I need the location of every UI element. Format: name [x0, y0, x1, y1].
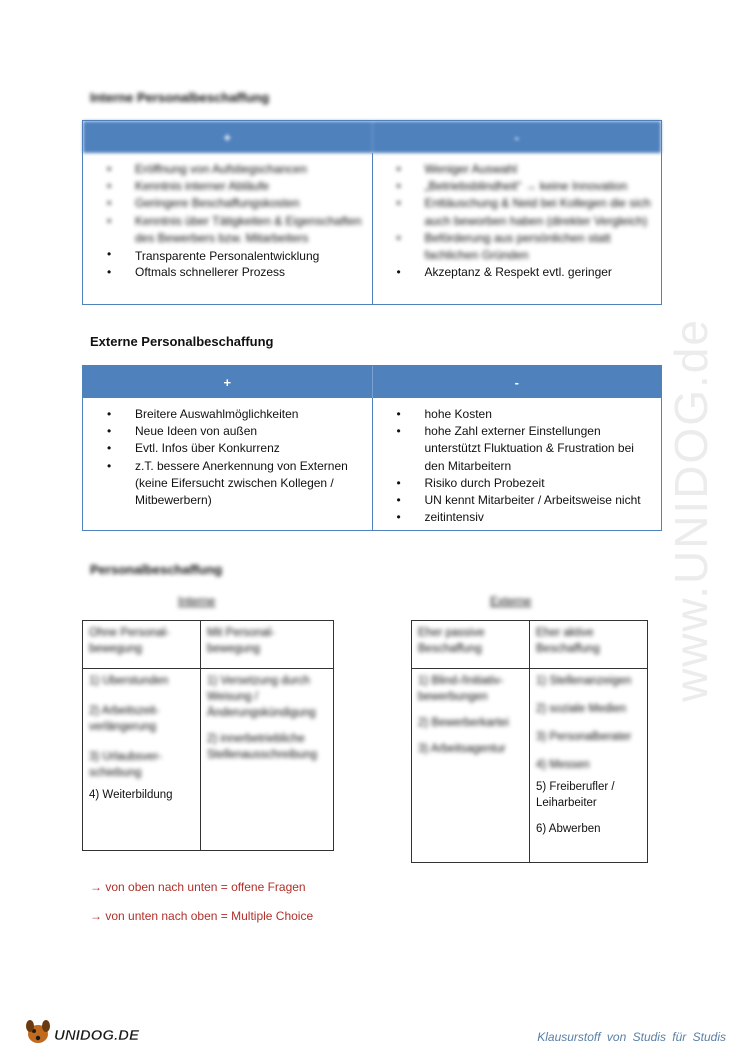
footer-slogan: Klausurstoff von Studis für Studis [537, 1030, 726, 1044]
intern-col2-cell [201, 669, 334, 851]
list-item: • „Betriebsblindheit“ → keine Innovation [397, 178, 656, 195]
list-item: • Breitere Auswahlmöglichkeiten [107, 406, 366, 423]
logo-text: UNIDOG.DE [54, 1027, 140, 1044]
extern-minus-column [372, 398, 662, 530]
list-item: • Geringere Beschaffungskosten [107, 195, 366, 212]
note-multiple-choice: → von unten nach oben = Multiple Choice [90, 909, 314, 923]
list-item: • Neue Ideen von außen [107, 423, 366, 440]
list-item: 4) Messen [536, 759, 590, 771]
extern-pro-con-table [82, 365, 662, 531]
list-item: • Kenntnis interner Abläufe [107, 178, 366, 195]
list-item: 4) Weiterbildung [89, 789, 173, 801]
list-item: • z.T. bessere Anerkennung von Externen (keine Eifersucht zwischen Kollegen / Mitbewerbern) [107, 458, 366, 510]
list-item: • UN kennt Mitarbeiter / Arbeitsweise nicht [397, 492, 656, 509]
list-item: 3) Urlaubsver-schiebung [89, 751, 162, 779]
list-item: 1) Blind-/Initiativ-bewerbungen [418, 675, 504, 703]
intern-col2-header: Mit Personal-bewegung [201, 621, 334, 669]
list-item: 1) Versetzung durch Weisung / Änderungskündigung [207, 675, 316, 719]
extern-label: Externe [490, 594, 532, 608]
extern-col2-header: Eher aktive Beschaffung [530, 621, 648, 669]
list-item: 2) Bewerberkartei [418, 717, 509, 729]
intern-plus-header: + [223, 129, 232, 145]
list-item: • Beförderung aus persönlichen statt fachlichen Gründen [397, 230, 656, 264]
extern-col1-header: Eher passive Beschaffung [412, 621, 530, 669]
list-item: • Transparente Personalentwicklung [107, 247, 366, 264]
extern-grid-table [411, 620, 648, 863]
list-item: • hohe Zahl externer Einstellungen unterstützt Fluktuation & Frustration bei den Mitarbeitern [397, 423, 656, 475]
dog-icon [26, 1020, 50, 1043]
unidog-watermark [660, 280, 730, 740]
list-item: 1) Stellenanzeigen [536, 675, 632, 687]
extern-col1-cell [412, 669, 530, 863]
intern-plus-column [83, 153, 372, 304]
list-item: • hohe Kosten [397, 406, 656, 423]
list-item: • Enttäuschung & Neid bei Kollegen die sich auch beworben haben (direkter Vergleich) [397, 195, 656, 229]
note-open-questions: → von oben nach unten = offene Fragen [90, 880, 306, 894]
watermark-text: www.UNIDOG.de [665, 318, 718, 702]
list-item: 2) Arbeitszeit-verlängerung [89, 705, 160, 733]
list-item: • Risiko durch Probezeit [397, 475, 656, 492]
unidog-logo [22, 1014, 162, 1048]
list-item: • Eröffnung von Aufstiegschancen [107, 161, 366, 178]
list-item: 6) Abwerben [536, 823, 601, 835]
extern-plus-header: + [223, 374, 232, 390]
intern-label: Interne [178, 594, 216, 608]
section2-title: Externe Personalbeschaffung [90, 334, 274, 349]
section1-title: Interne Personalbeschaffung [90, 90, 270, 105]
list-item: 3) Arbeitsagentur [418, 743, 506, 755]
intern-minus-column [372, 153, 662, 304]
intern-col1-cell [83, 669, 201, 851]
list-item: 2) soziale Medien [536, 703, 627, 715]
section3-title: Personalbeschaffung [90, 562, 223, 577]
list-item: • Weniger Auswahl [397, 161, 656, 178]
list-item: 3) Personalberater [536, 731, 632, 743]
extern-minus-header: - [372, 366, 662, 398]
list-item: • Akzeptanz & Respekt evtl. geringer [397, 264, 656, 281]
intern-grid-table [82, 620, 334, 851]
list-item: • Kenntnis über Tätigkeiten & Eigenschaften des Bewerbers bzw. Mitarbeiters [107, 213, 366, 247]
intern-col1-header: Ohne Personal-bewegung [83, 621, 201, 669]
list-item: 2) innerbetriebliche Stellenausschreibung [207, 733, 317, 761]
extern-plus-column [83, 398, 372, 530]
list-item: 1) Überstunden [89, 675, 169, 687]
list-item: • zeitintensiv [397, 509, 656, 526]
intern-minus-header: - [372, 121, 662, 153]
list-item: • Evtl. Infos über Konkurrenz [107, 440, 366, 457]
list-item: • Oftmals schnellerer Prozess [107, 264, 366, 281]
extern-col2-cell [530, 669, 648, 863]
list-item: 5) Freiberufler / Leiharbeiter [536, 781, 615, 809]
intern-table-header [83, 121, 661, 153]
intern-pro-con-table [82, 120, 662, 305]
extern-table-header [83, 366, 661, 398]
